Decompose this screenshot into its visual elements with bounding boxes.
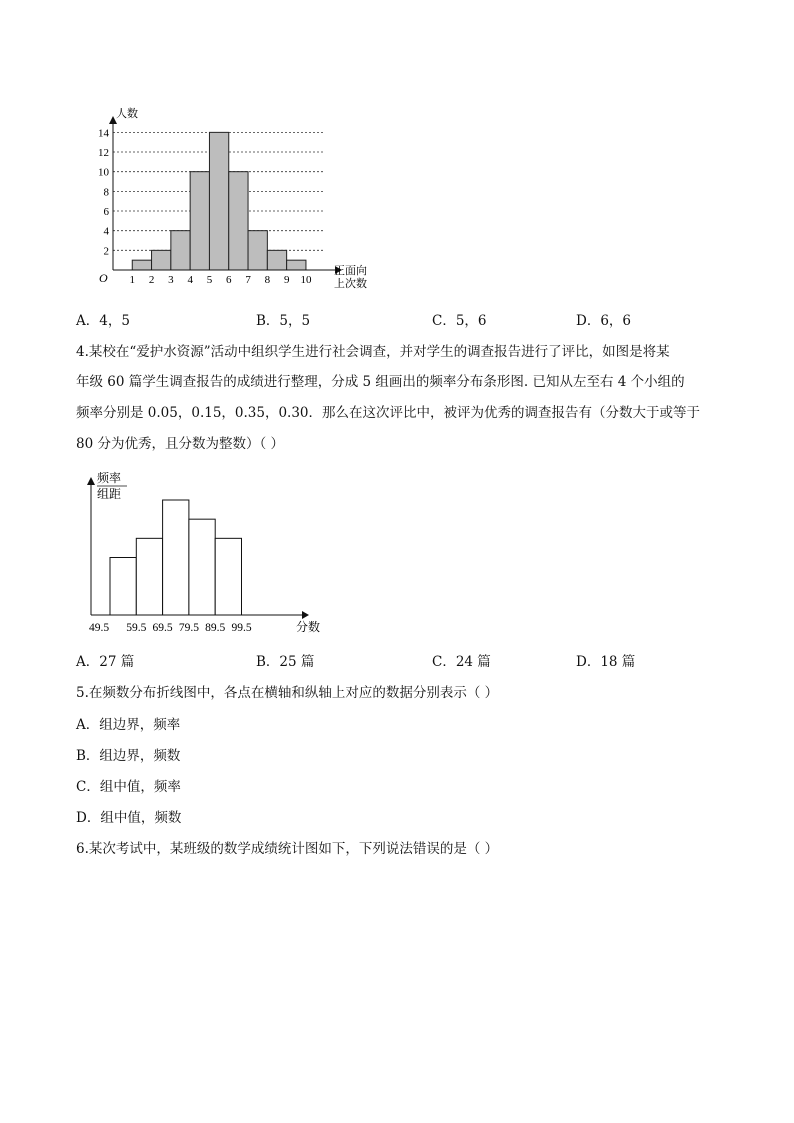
- y-tick-label: 10: [98, 166, 109, 179]
- chart1-xlabel-line1: 正面向: [334, 264, 367, 277]
- x-tick-label: 2: [148, 274, 155, 286]
- q3-option-a[interactable]: A．4，5: [76, 313, 130, 329]
- bar: [248, 231, 267, 270]
- y-axis-arrow: [87, 477, 95, 485]
- q5-option-a[interactable]: A．组边界，频率: [76, 717, 181, 733]
- q4-stem-line4: 80 分为优秀，且分数为整数）（ ）: [76, 436, 285, 452]
- q4-option-b[interactable]: B．25 篇: [256, 654, 315, 670]
- bar: [209, 132, 228, 270]
- x-tick-label: 5: [206, 274, 213, 286]
- q5-stem: 5.在频数分布折线图中，各点在横轴和纵轴上对应的数据分别表示（ ）: [76, 685, 499, 701]
- bar: [152, 250, 171, 270]
- q4-stem-line1: 4.某校在“爱护水资源”活动中组织学生进行社会调查，并对学生的调查报告进行了评比，如图是将某: [76, 344, 670, 360]
- y-tick-label: 2: [103, 245, 109, 258]
- x-tick-label: 9: [283, 274, 290, 286]
- chart2-ylabel-bottom: 组距: [97, 487, 122, 501]
- chart2-ylabel-top: 频率: [97, 471, 122, 485]
- x-tick-label: 59.5: [126, 622, 147, 634]
- q3-option-b[interactable]: B．5，5: [256, 313, 311, 329]
- x-tick-label: 4: [187, 274, 193, 286]
- x-tick-label: 49.5: [88, 622, 110, 634]
- q4-stem-line3: 频率分别是 0.05，0.15，0.35，0.30．那么在这次评比中，被评为优秀的调查报告有（分数大于或等于: [76, 405, 701, 421]
- bar: [267, 250, 286, 270]
- q4-stem-line2: 年级 60 篇学生调查报告的成绩进行整理，分成 5 组画出的频率分布条形图. 已知从左至右 4 个小组的: [76, 374, 685, 390]
- q5-option-d[interactable]: D．组中值，频数: [76, 810, 182, 826]
- y-tick-label: 14: [98, 127, 109, 140]
- x-tick-label: 8: [264, 274, 271, 286]
- x-tick-label: 69.5: [152, 622, 173, 634]
- x-axis-arrow: [302, 611, 309, 619]
- x-tick-label: 3: [168, 274, 174, 286]
- x-tick-label: 7: [245, 274, 251, 286]
- bar: [110, 558, 136, 616]
- x-tick-label: 10: [300, 274, 312, 286]
- x-tick-label: 89.5: [205, 622, 226, 634]
- y-tick-label: 6: [103, 206, 109, 219]
- bar: [215, 538, 241, 615]
- x-tick-label: 6: [226, 274, 232, 286]
- bar: [190, 172, 209, 270]
- chart1-xlabel-line2: 上次数: [334, 277, 367, 290]
- q4-option-c[interactable]: C．24 篇: [432, 654, 491, 670]
- chart1-ylabel: 人数: [116, 107, 138, 120]
- q4-option-d[interactable]: D．18 篇: [576, 654, 636, 670]
- q3-option-d[interactable]: D．6，6: [576, 313, 632, 329]
- chart1-origin-label: O: [99, 271, 108, 285]
- bar: [189, 519, 215, 615]
- y-tick-label: 8: [103, 186, 109, 199]
- chart-score-histogram: [80, 465, 340, 640]
- x-tick-label: 1: [129, 274, 136, 286]
- bar: [229, 172, 248, 270]
- q5-option-c[interactable]: C．组中值，频率: [76, 779, 181, 795]
- y-tick-label: 12: [98, 147, 109, 160]
- chart2-xlabel: 分数: [296, 620, 321, 634]
- q5-option-b[interactable]: B．组边界，频数: [76, 748, 181, 764]
- bar: [136, 538, 162, 615]
- q6-stem: 6.某次考试中，某班级的数学成绩统计图如下，下列说法错误的是（ ）: [76, 841, 499, 857]
- bar: [132, 260, 151, 270]
- bar: [171, 231, 190, 270]
- bar: [163, 500, 189, 615]
- x-tick-label: 99.5: [231, 622, 252, 634]
- x-tick-label: 79.5: [178, 622, 199, 634]
- bar: [287, 260, 306, 270]
- q3-option-c[interactable]: C．5，6: [432, 313, 487, 329]
- y-tick-label: 4: [103, 225, 109, 238]
- chart-coin-histogram: [80, 100, 390, 300]
- q4-option-a[interactable]: A．27 篇: [76, 654, 135, 670]
